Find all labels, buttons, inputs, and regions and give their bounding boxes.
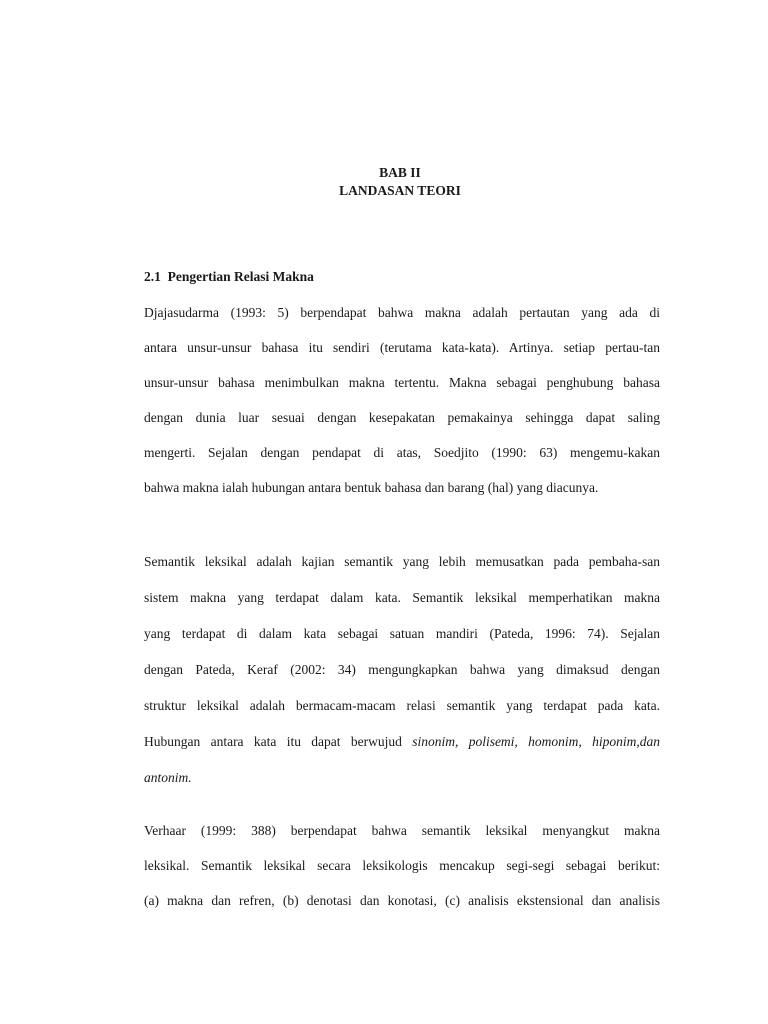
paragraph-line: Djajasudarma (1993: 5) berpendapat bahwa makna adalah pertautan yang ada di	[144, 305, 660, 320]
paragraph-line-mixed	[144, 733, 660, 751]
paragraph-line: bahwa makna ialah hubungan antara bentuk bahasa dan barang (hal) yang diacunya.	[144, 480, 599, 495]
paragraph-line: sistem makna yang terdapat dalam kata. Semantik leksikal memperhatikan makna	[144, 590, 660, 605]
section-number: 2.1	[144, 269, 161, 284]
paragraph-line: (a) makna dan refren, (b) denotasi dan konotasi, (c) analisis ekstensional dan analisis	[144, 893, 660, 908]
paragraph-line: mengerti. Sejalan dengan pendapat di atas, Soedjito (1990: 63) mengemu-kakan	[144, 445, 660, 460]
italic-terms: sinonim, polisemi, homonim, hiponim,dan	[412, 734, 660, 749]
chapter-title: LANDASAN TEORI	[339, 183, 461, 198]
paragraph-line: dengan dunia luar sesuai dengan kesepakatan pemakainya sehingga dapat saling	[144, 410, 660, 425]
plain-text: Hubungan antara kata itu dapat berwujud	[144, 734, 413, 749]
paragraph-line: dengan Pateda, Keraf (2002: 34) mengungkapkan bahwa yang dimaksud dengan	[144, 662, 660, 677]
paragraph-line	[144, 769, 660, 787]
section-title: Pengertian Relasi Makna	[167, 269, 314, 284]
italic-terms: antonim.	[144, 770, 192, 785]
chapter-heading	[0, 164, 768, 200]
paragraph-line: leksikal. Semantik leksikal secara leksikologis mencakup segi-segi sebagai berikut:	[144, 858, 660, 873]
paragraph-line: struktur leksikal adalah bermacam-macam relasi semantik yang terdapat pada kata.	[144, 698, 660, 713]
paragraph-line: antara unsur-unsur bahasa itu sendiri (terutama kata-kata). Artinya. setiap pertau-tan	[144, 340, 660, 355]
paragraph-line: Semantik leksikal adalah kajian semantik yang lebih memusatkan pada pembaha-san	[144, 554, 660, 569]
chapter-number: BAB II	[379, 165, 421, 180]
paragraph-line: yang terdapat di dalam kata sebagai satuan mandiri (Pateda, 1996: 74). Sejalan	[144, 626, 660, 641]
paragraph-line: Verhaar (1999: 388) berpendapat bahwa semantik leksikal menyangkut makna	[144, 823, 660, 838]
section-heading	[144, 268, 314, 286]
paragraph-line: unsur-unsur bahasa menimbulkan makna tertentu. Makna sebagai penghubung bahasa	[144, 375, 660, 390]
